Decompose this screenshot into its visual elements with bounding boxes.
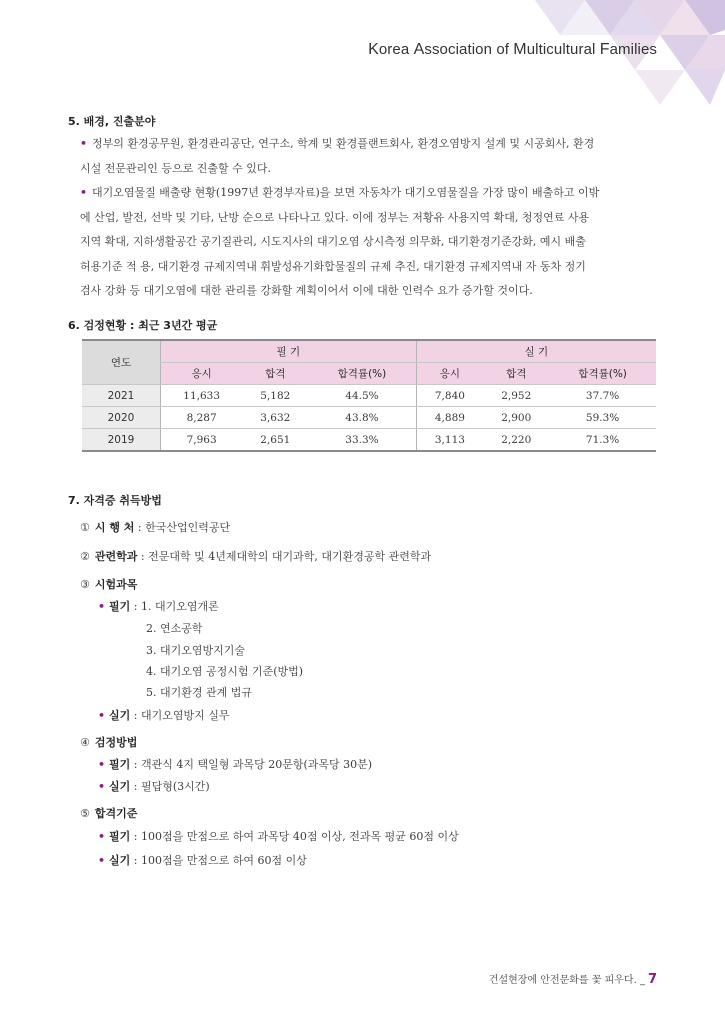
sub-label: 필기 xyxy=(109,758,131,771)
paragraph-line: 정부의 환경공무원, 환경관리공단, 연구소, 학계 및 환경플랜트회사, 환경오염방지 설계 및 시공회사, 환경 xyxy=(92,137,595,150)
table-row xyxy=(82,385,656,407)
year-cell: 2021 xyxy=(82,385,161,407)
item-exam-subjects xyxy=(80,576,137,592)
column-header: 합격 xyxy=(483,363,549,385)
table-cell: 43.8% xyxy=(308,407,416,429)
paragraph-line: 허용기준 적 용, 대기환경 규제지역내 휘발성유기화합물질의 규제 추진, 대기환경 규제지역내 자 동차 정기 xyxy=(80,259,586,273)
org-text: ssociation of xyxy=(424,41,514,58)
sub-text: : 100점을 만점으로 하여 과목당 40점 이상, 전과목 평균 60점 이상 xyxy=(130,830,459,843)
table-cell: 44.5% xyxy=(308,385,416,407)
org-text: orea xyxy=(378,41,414,58)
table-cell: 4,889 xyxy=(416,407,483,429)
bullet-icon: • xyxy=(98,709,106,722)
subject-line: 2. 연소공학 xyxy=(146,622,203,635)
item-label: 검정방법 xyxy=(94,736,138,749)
column-header: 합격률(%) xyxy=(549,363,656,385)
bullet-icon: • xyxy=(80,137,88,150)
section-6-title: 6. 검정현황 : 최근 3년간 평균 xyxy=(68,319,218,332)
subject-line: 4. 대기오염 공정시험 기준(방법) xyxy=(146,665,304,678)
item-number: ④ xyxy=(80,736,90,749)
paragraph-line: 시설 전문관리인 등으로 진출할 수 있다. xyxy=(80,161,271,175)
table-row xyxy=(82,407,656,429)
org-text: ulticultural xyxy=(526,41,600,58)
table-cell: 7,963 xyxy=(161,429,243,452)
sub-text: : 필답형(3시간) xyxy=(130,780,210,793)
table-cell: 59.3% xyxy=(549,407,656,429)
sub-text: : 100점을 만점으로 하여 60점 이상 xyxy=(130,854,307,867)
paragraph-line: 에 산업, 발전, 선박 및 기타, 난방 순으로 나타나고 있다. 이에 정부는 저황유 사용지역 확대, 청정연료 사용 xyxy=(80,210,590,224)
header-organization xyxy=(368,41,657,59)
bullet-icon: • xyxy=(98,780,106,793)
section-7-title: 7. 자격증 취득방법 xyxy=(68,494,162,507)
criteria-written xyxy=(98,828,459,844)
bullet-icon: • xyxy=(80,186,88,199)
table-row xyxy=(82,429,656,452)
table-cell: 71.3% xyxy=(549,429,656,452)
sub-label: 필기 xyxy=(109,600,131,613)
sub-label: 실기 xyxy=(109,709,131,722)
page-footer xyxy=(489,971,657,987)
table-cell: 2,220 xyxy=(483,429,549,452)
org-text: amilies xyxy=(609,41,657,58)
item-number: ③ xyxy=(80,578,90,591)
sub-label: 실기 xyxy=(109,780,131,793)
footer-text: 건설현장에 안전문화를 꽃 피우다. _ xyxy=(488,975,645,986)
paragraph-line: 검사 강화 등 대기오염에 대한 관리를 강화할 계획이어서 이에 대한 인력수 요가 증가할 것이다. xyxy=(80,284,533,297)
section-5-bullet-1 xyxy=(80,132,658,181)
table-cell: 7,840 xyxy=(416,385,483,407)
item-label: 관련학과 xyxy=(94,550,138,563)
item-text: : 한국산업인력공단 xyxy=(134,521,231,534)
practical-group-header: 실 기 xyxy=(416,340,656,363)
paragraph-line: 지역 확대, 지하생활공간 공기질관리, 시도지사의 대기오염 상시측정 의무화, 대기환경기준강화, 예시 배출 xyxy=(80,235,586,248)
item-number: ② xyxy=(80,550,90,563)
item-label: 시 행 처 xyxy=(94,521,135,534)
item-related-majors xyxy=(80,548,431,564)
criteria-practical xyxy=(98,852,307,868)
year-header: 연도 xyxy=(82,340,161,385)
sub-text: : 객관식 4지 택일형 과목당 20문항(과목당 30분) xyxy=(130,758,373,771)
table-cell: 11,633 xyxy=(161,385,243,407)
page-number: 7 xyxy=(647,972,657,987)
table-cell: 2,651 xyxy=(242,429,308,452)
table-cell: 33.3% xyxy=(308,429,416,452)
section-5-bullet-2 xyxy=(80,181,658,304)
item-pass-criteria xyxy=(80,805,137,821)
item-label: 합격기준 xyxy=(94,807,138,820)
table-cell: 8,287 xyxy=(161,407,243,429)
table-cell: 2,900 xyxy=(483,407,549,429)
item-number: ⑤ xyxy=(80,807,90,820)
sub-label: 필기 xyxy=(109,830,131,843)
subjects-practical xyxy=(98,707,230,723)
org-letter: A xyxy=(413,41,425,58)
subject-line: 5. 대기환경 관계 법규 xyxy=(146,686,252,699)
bullet-icon: • xyxy=(98,758,106,771)
column-header: 응시 xyxy=(416,363,483,385)
subjects-written xyxy=(98,598,219,614)
subject-line: 3. 대기오염방지기술 xyxy=(146,644,245,657)
table-cell: 3,632 xyxy=(242,407,308,429)
table-cell: 5,182 xyxy=(242,385,308,407)
bullet-icon: • xyxy=(98,600,106,613)
section-5-title: 5. 배경, 진출분야 xyxy=(68,115,156,128)
method-written xyxy=(98,756,372,772)
org-letter: K xyxy=(368,41,379,58)
exam-statistics-table xyxy=(82,339,656,452)
item-text: : 전문대학 및 4년제대학의 대기과학, 대기환경공학 관련학과 xyxy=(137,550,432,563)
paragraph-line: 대기오염물질 배출량 현황(1997년 환경부자료)을 보면 자동차가 대기오염물질을 가장 많이 배출하고 이밖 xyxy=(92,186,600,199)
org-letter: F xyxy=(599,41,610,58)
bullet-icon: • xyxy=(98,854,106,867)
item-administrator xyxy=(80,519,230,535)
sub-label: 실기 xyxy=(109,854,131,867)
bullet-icon: • xyxy=(98,830,106,843)
sub-text: : 1. 대기오염개론 xyxy=(130,600,219,613)
sub-text: : 대기오염방지 실무 xyxy=(130,709,230,722)
table-cell: 2,952 xyxy=(483,385,549,407)
method-practical xyxy=(98,778,210,794)
year-cell: 2020 xyxy=(82,407,161,429)
column-header: 응시 xyxy=(161,363,243,385)
written-group-header: 필 기 xyxy=(161,340,417,363)
item-exam-method xyxy=(80,734,137,750)
column-header: 합격 xyxy=(242,363,308,385)
year-cell: 2019 xyxy=(82,429,161,452)
item-number: ① xyxy=(80,521,90,534)
table-cell: 3,113 xyxy=(416,429,483,452)
org-letter: M xyxy=(513,41,527,58)
table-cell: 37.7% xyxy=(549,385,656,407)
column-header: 합격률(%) xyxy=(308,363,416,385)
item-label: 시험과목 xyxy=(94,578,138,591)
